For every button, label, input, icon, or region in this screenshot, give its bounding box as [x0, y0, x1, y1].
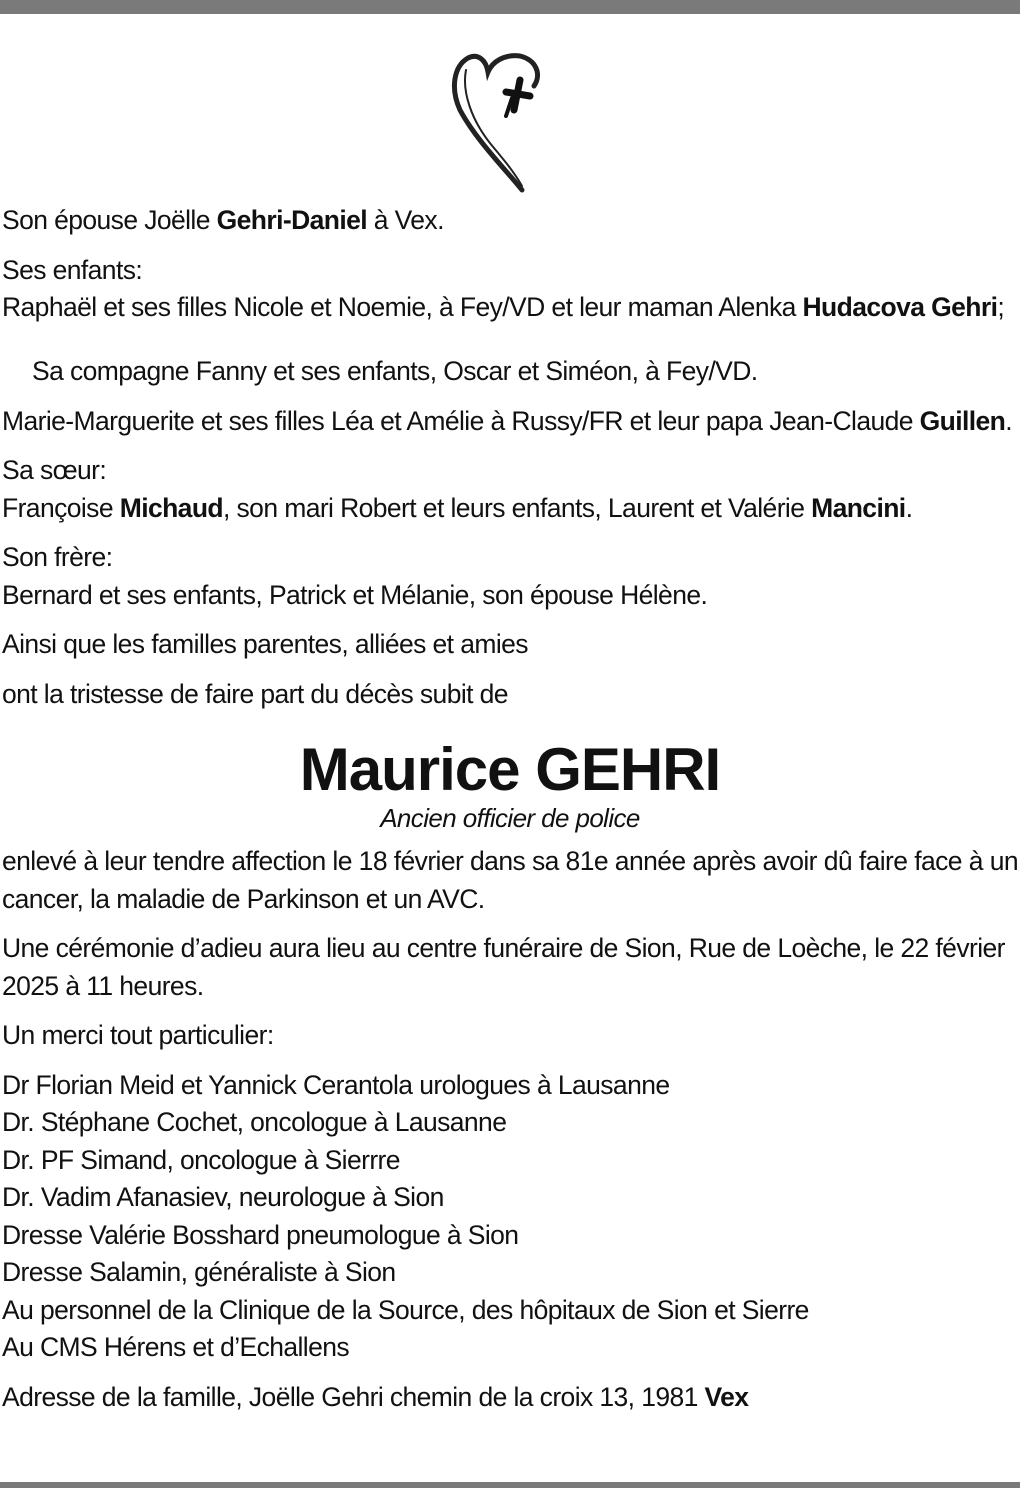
list-item: Au personnel de la Clinique de la Source, des hôpitaux de Sion et Sierre: [2, 1294, 809, 1325]
thanks-heading: Un merci tout particulier:: [2, 1020, 274, 1050]
ceremony-text: Une cérémonie d’adieu aura lieu au centre funéraire de Sion, Rue de Loèche, le 22 février 2025 à 11 heures.: [2, 933, 1005, 1001]
spouse-line: Son épouse Joëlle Gehri-Daniel à Vex.: [2, 205, 444, 235]
child1-partner-line: Sa compagne Fanny et ses enfants, Oscar et Siméon, à Fey/VD.: [32, 356, 758, 386]
deceased-block: [2, 736, 1018, 835]
deceased-name: Maurice GEHRI: [299, 736, 721, 803]
death-text: enlevé à leur tendre affection le 18 février dans sa 81e année après avoir dû faire face à un cancer, la maladie de Parkinson et un AVC.: [2, 846, 1018, 914]
obituary-content: [2, 202, 1018, 1416]
announcement-line: ont la tristesse de faire part du décès subit de: [2, 678, 508, 709]
sister-heading: Sa sœur:: [2, 455, 107, 485]
list-item: Dr. Stéphane Cochet, oncologue à Lausanne: [2, 1107, 507, 1137]
others-line: Ainsi que les familles parentes, alliées et amies: [2, 629, 528, 659]
heart-cross-icon: [446, 40, 556, 195]
brother-line: Bernard et ses enfants, Patrick et Mélanie, son épouse Hélène.: [2, 579, 708, 610]
thanks-list: [2, 1067, 1018, 1367]
sister-line: Françoise Michaud, son mari Robert et leurs enfants, Laurent et Valérie Mancini.: [2, 492, 913, 523]
child2-line: Marie-Marguerite et ses filles Léa et Amélie à Russy/FR et leur papa Jean-Claude Guillen.: [2, 405, 1013, 436]
list-item: Dr. PF Simand, oncologue à Sierrre: [2, 1144, 400, 1175]
top-rule: [0, 0, 1020, 14]
child1-line: Raphaël et ses filles Nicole et Noemie, à Fey/VD et leur maman Alenka Hudacova Gehri;: [2, 292, 1005, 322]
address-line: Adresse de la famille, Joëlle Gehri chemin de la croix 13, 1981 Vex: [2, 1381, 749, 1412]
list-item: Dr. Vadim Afanasiev, neurologue à Sion: [2, 1182, 444, 1212]
list-item: Au CMS Hérens et d’Echallens: [2, 1332, 350, 1362]
list-item: Dresse Salamin, généraliste à Sion: [2, 1257, 396, 1287]
list-item: Dr Florian Meid et Yannick Cerantola urologues à Lausanne: [2, 1069, 670, 1100]
list-item: Dresse Valérie Bosshard pneumologue à Sion: [2, 1219, 519, 1250]
brother-heading: Son frère:: [2, 542, 113, 572]
children-heading: Ses enfants:: [2, 254, 143, 285]
bottom-rule: [0, 1482, 1020, 1488]
deceased-title: Ancien officier de police: [380, 803, 640, 833]
